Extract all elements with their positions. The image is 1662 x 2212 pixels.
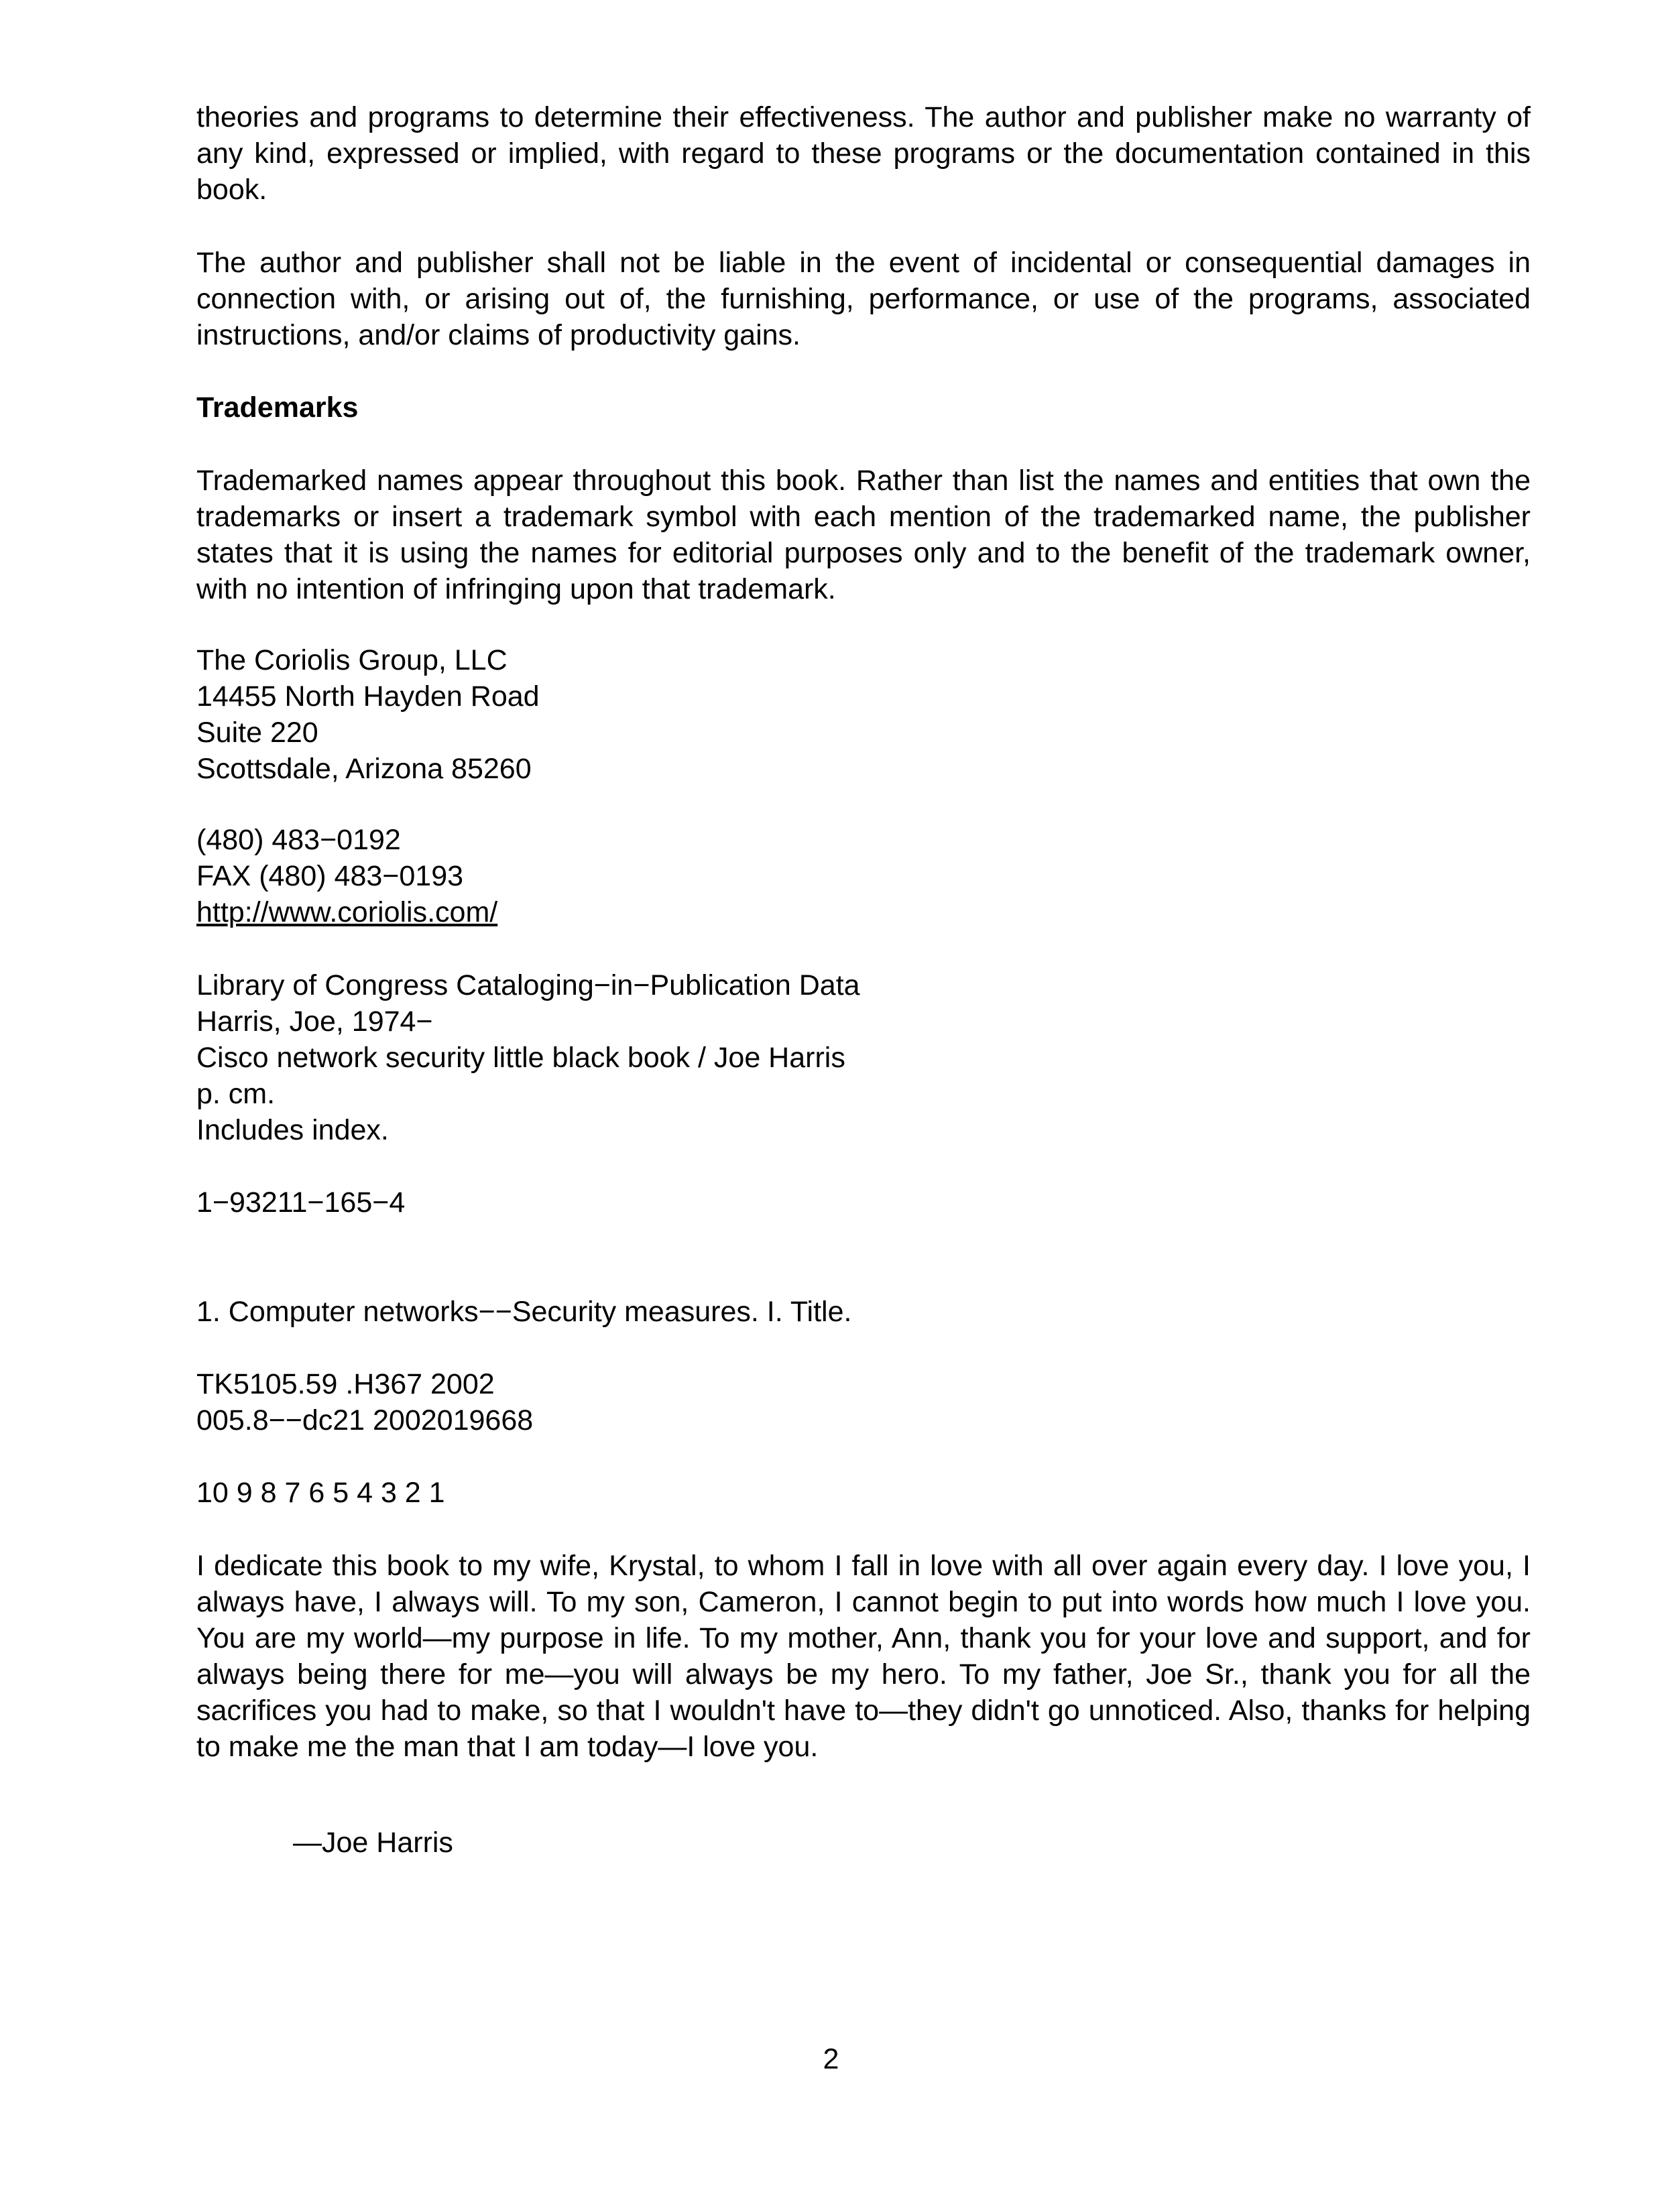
cip-subject: 1. Computer networks−−Security measures. I. Title. (196, 1296, 852, 1328)
warranty-paragraph: theories and programs to determine their effectiveness. The author and publisher make no warranty of any kind, expressed or implied, with regard to these programs or the documentation contained in this book. (196, 101, 1531, 206)
cip-pages: p. cm. (196, 1078, 276, 1110)
isbn: 1−93211−165−4 (196, 1186, 406, 1219)
dedication-signature: —Joe Harris (293, 1827, 453, 1859)
printing-line: 10 9 8 7 6 5 4 3 2 1 (196, 1477, 445, 1509)
dedication-paragraph: I dedicate this book to my wife, Krystal, to whom I fall in love with all over again every day. I love you, I always have, I always will. To my son, Cameron, I cannot begin to put into words how much I love you. You are my world—my purpose in life. To my mother, Ann, thank you for your love and support, and for always being there for me—you will always be my hero. To my father, Joe Sr., thank you for all the sacrifices you had to make, so that I wouldn't have to—they didn't go unnoticed. Also, thanks for helping to make me the man that I am today—I love you. (196, 1550, 1531, 1763)
address-street: 14455 North Hayden Road (196, 680, 540, 713)
contact-phone: (480) 483−0192 (196, 824, 401, 856)
classification (196, 1366, 1531, 1438)
contact-fax: FAX (480) 483−0193 (196, 860, 464, 892)
address-suite: Suite 220 (196, 717, 318, 749)
cip-author: Harris, Joe, 1974− (196, 1005, 433, 1038)
cip-book-title: Cisco network security little black book / Joe Harris (196, 1042, 845, 1074)
publisher-address (196, 642, 1531, 787)
trademarks-heading: Trademarks (196, 391, 359, 424)
publisher-website-link[interactable]: http://www.coriolis.com/ (196, 896, 498, 928)
lc-classification: TK5105.59 .H367 2002 (196, 1368, 495, 1400)
page-number: 2 (823, 2043, 839, 2075)
trademarks-paragraph: Trademarked names appear throughout this book. Rather than list the names and entities that own the trademarks or insert a trademark symbol with each mention of the trademarked name, the publisher states that it is using the names for editorial purposes only and to the benefit of the trademark owner, with no intention of infringing upon that trademark. (196, 465, 1531, 605)
liability-paragraph: The author and publisher shall not be liable in the event of incidental or consequential damages in connection with, or arising out of, the furnishing, performance, or use of the programs, associated instructions, and/or claims of productivity gains. (196, 247, 1531, 351)
dewey-classification: 005.8−−dc21 2002019668 (196, 1404, 534, 1436)
address-company: The Coriolis Group, LLC (196, 644, 508, 676)
publisher-contact (196, 822, 1531, 930)
cip-title: Library of Congress Cataloging−in−Publication Data (196, 969, 860, 1001)
cip-data (196, 967, 1531, 1148)
cip-index: Includes index. (196, 1114, 389, 1146)
address-city: Scottsdale, Arizona 85260 (196, 753, 532, 785)
